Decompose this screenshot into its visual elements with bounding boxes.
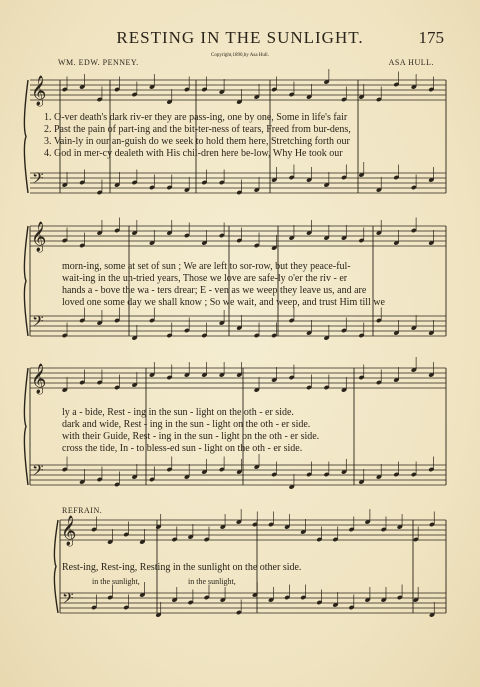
verse-2-line-3: dark and wide, Rest - ing in the sun - light on the oth - er side. xyxy=(62,419,311,430)
refrain-bass-words-1: in the sunlight, xyxy=(92,577,140,586)
verse-3-line-3: with their Guide, Rest - ing in the sun - light on the oth - er side. xyxy=(62,431,320,442)
refrain-label: REFRAIN. xyxy=(62,506,103,515)
system-2-bass-clef: 𝄢 xyxy=(32,313,44,334)
hymn-title: RESTING IN THE SUNLIGHT. xyxy=(116,28,364,47)
system-4-brace xyxy=(54,520,58,613)
verse-3-line-1: 3. Vain-ly in our an-guish do we seek to hold them here, Stretching forth our xyxy=(44,136,350,147)
system-3-treble-clef: 𝄞 xyxy=(31,364,47,394)
verse-4-line-3: cross the tide, In - to bless-ed sun - light on the oth - er side. xyxy=(62,443,303,454)
verse-4-line-1: 4. God in mer-cy dealeth with His chil-dren here be-low, Why He took our xyxy=(44,148,343,159)
verse-4-line-2: loved one some day we shall know ; So we wait, and weep, and trust Him till we xyxy=(62,297,385,308)
refrain-bass-words-2: in the sunlight, xyxy=(188,577,236,586)
system-4-treble-clef: 𝄞 xyxy=(61,516,77,546)
verse-1-line-3: ly a - bide, Rest - ing in the sun - light on the oth - er side. xyxy=(62,407,294,418)
verse-1-line-1: 1. O-ver death's dark riv-er they are pass-ing, one by one, Some in life's fair xyxy=(44,112,348,123)
system-2-treble-clef: 𝄞 xyxy=(31,222,47,252)
verse-2-line-1: 2. Past the pain of part-ing and the bit-ter-ness of tears, Freed from bur-dens, xyxy=(44,124,351,135)
verse-3-line-2: hands a - bove the wa - ters drear; E - ven as we weep they leave us, and are xyxy=(62,285,367,296)
refrain-lyric: Rest-ing, Rest-ing, Resting in the sunlight on the other side. xyxy=(62,562,302,573)
verse-2-line-2: wait-ing in the un-tried years, Those we love are safe-ly o'er the riv - er xyxy=(62,273,348,284)
page-number: 175 xyxy=(418,28,444,47)
copyright-notice: Copyright,1890,by Asa Hull. xyxy=(211,53,269,58)
system-3-brace xyxy=(24,368,28,485)
system-1-bass-clef: 𝄢 xyxy=(32,170,44,191)
composer-credit: ASA HULL. xyxy=(388,58,434,67)
system-4-bass-clef: 𝄢 xyxy=(62,590,74,611)
system-2-brace xyxy=(24,226,28,336)
system-1-treble-clef: 𝄞 xyxy=(31,76,47,106)
system-1-brace xyxy=(24,80,28,193)
lyricist-credit: WM. EDW. PENNEY. xyxy=(58,58,139,67)
verse-1-line-2: morn-ing, some at set of sun ; We are left to sor-row, but they peace-ful- xyxy=(62,261,351,272)
system-3-bass-clef: 𝄢 xyxy=(32,462,44,483)
